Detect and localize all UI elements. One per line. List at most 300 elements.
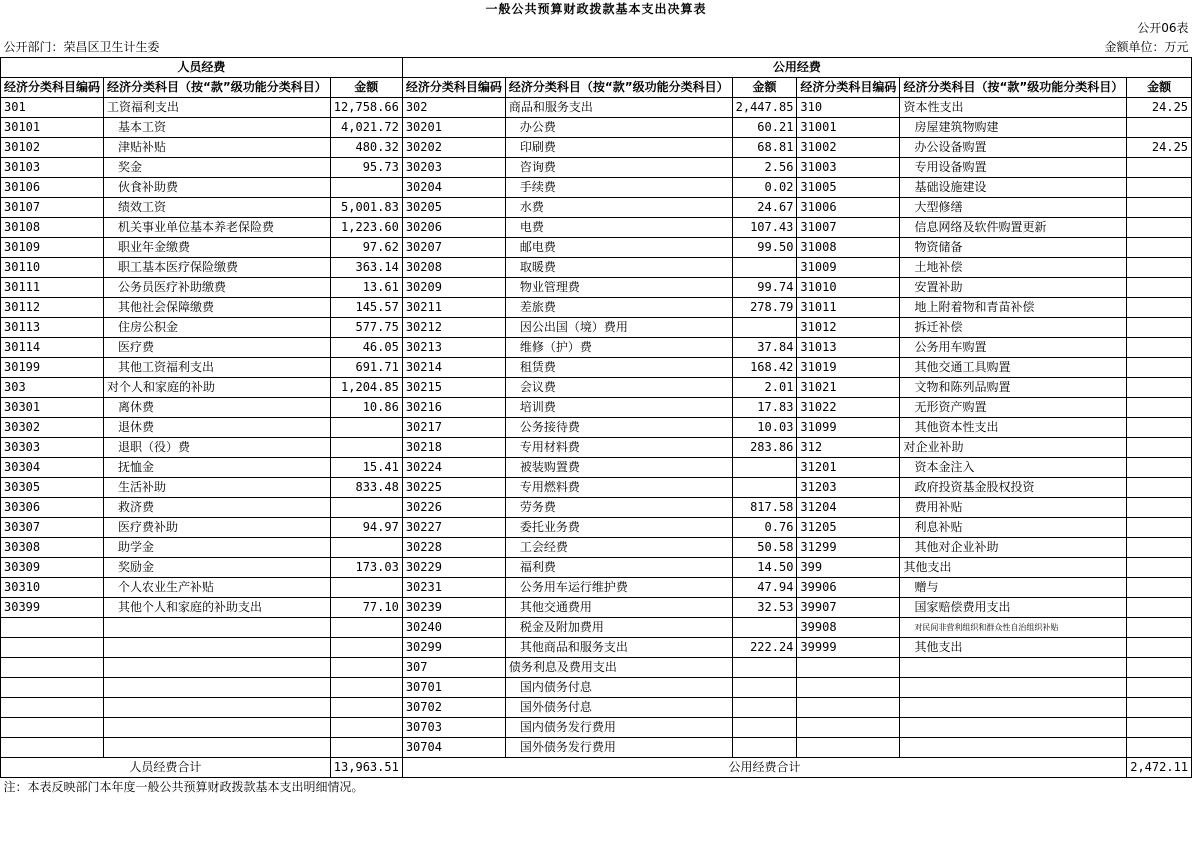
budget-code-cell: 30240 xyxy=(402,618,505,638)
budget-item-cell: 电费 xyxy=(505,218,732,238)
budget-item-cell: 生活补助 xyxy=(104,478,331,498)
budget-item-cell: 其他交通费用 xyxy=(505,598,732,618)
budget-item-cell: 福利费 xyxy=(505,558,732,578)
table-row xyxy=(1,138,1192,158)
amount-cell: 2.56 xyxy=(732,158,797,178)
budget-item-cell: 水费 xyxy=(505,198,732,218)
table-row xyxy=(1,258,1192,278)
table-row xyxy=(1,538,1192,558)
amount-cell xyxy=(1127,238,1192,258)
budget-item-cell: 其他支出 xyxy=(900,638,1127,658)
budget-item-cell: 公务用车购置 xyxy=(900,338,1127,358)
budget-item-cell: 抚恤金 xyxy=(104,458,331,478)
budget-item-cell: 安置补助 xyxy=(900,278,1127,298)
amount-cell xyxy=(1127,478,1192,498)
budget-item-cell: 专用燃料费 xyxy=(505,478,732,498)
amount-cell: 480.32 xyxy=(330,138,402,158)
amount-cell: 37.84 xyxy=(732,338,797,358)
budget-item-cell xyxy=(900,678,1127,698)
amount-cell: 1,223.60 xyxy=(330,218,402,238)
table-row xyxy=(1,638,1192,658)
public-total-label: 公用经费合计 xyxy=(402,758,1126,778)
budget-item-cell: 津贴补贴 xyxy=(104,138,331,158)
budget-item-cell: 机关事业单位基本养老保险费 xyxy=(104,218,331,238)
budget-code-cell: 303 xyxy=(1,378,104,398)
amount-cell xyxy=(1127,498,1192,518)
amount-cell xyxy=(1127,598,1192,618)
budget-code-cell: 30114 xyxy=(1,338,104,358)
budget-code-cell: 30205 xyxy=(402,198,505,218)
budget-item-cell: 邮电费 xyxy=(505,238,732,258)
budget-code-cell: 30199 xyxy=(1,358,104,378)
amount-cell: 24.25 xyxy=(1127,98,1192,118)
amount-cell: 50.58 xyxy=(732,538,797,558)
amount-cell: 99.74 xyxy=(732,278,797,298)
amount-cell xyxy=(1127,378,1192,398)
amount-cell xyxy=(1127,278,1192,298)
table-row xyxy=(1,598,1192,618)
amount-cell: 5,001.83 xyxy=(330,198,402,218)
amount-cell xyxy=(330,538,402,558)
budget-item-cell: 取暖费 xyxy=(505,258,732,278)
budget-code-cell: 31022 xyxy=(797,398,900,418)
amount-cell xyxy=(1127,218,1192,238)
budget-code-cell: 30310 xyxy=(1,578,104,598)
budget-item-cell: 因公出国（境）费用 xyxy=(505,318,732,338)
form-number: 公开06表 xyxy=(1137,21,1189,35)
amount-cell xyxy=(1127,258,1192,278)
amount-cell xyxy=(330,178,402,198)
budget-code-cell: 30217 xyxy=(402,418,505,438)
budget-code-cell: 307 xyxy=(402,658,505,678)
budget-item-cell: 国外债务付息 xyxy=(505,698,732,718)
table-row xyxy=(1,338,1192,358)
amount-cell xyxy=(1127,198,1192,218)
budget-code-cell: 30107 xyxy=(1,198,104,218)
budget-item-cell: 公务员医疗补助缴费 xyxy=(104,278,331,298)
amount-cell xyxy=(330,438,402,458)
budget-item-cell xyxy=(104,678,331,698)
budget-item-cell xyxy=(104,738,331,758)
amount-cell xyxy=(732,718,797,738)
budget-code-cell xyxy=(797,658,900,678)
budget-code-cell: 30110 xyxy=(1,258,104,278)
budget-item-cell: 其他对企业补助 xyxy=(900,538,1127,558)
budget-item-cell: 无形资产购置 xyxy=(900,398,1127,418)
budget-code-cell: 31299 xyxy=(797,538,900,558)
budget-item-cell: 商品和服务支出 xyxy=(505,98,732,118)
budget-code-cell: 30218 xyxy=(402,438,505,458)
budget-item-cell: 其他资本性支出 xyxy=(900,418,1127,438)
budget-code-cell: 39906 xyxy=(797,578,900,598)
amount-cell xyxy=(1127,158,1192,178)
budget-code-cell: 30112 xyxy=(1,298,104,318)
budget-item-cell: 政府投资基金股权投资 xyxy=(900,478,1127,498)
amount-cell xyxy=(1127,518,1192,538)
table-row xyxy=(1,98,1192,118)
budget-item-cell: 退休费 xyxy=(104,418,331,438)
table-row xyxy=(1,498,1192,518)
budget-item-cell: 房屋建筑物购建 xyxy=(900,118,1127,138)
amount-cell: 14.50 xyxy=(732,558,797,578)
budget-code-cell: 39908 xyxy=(797,618,900,638)
table-row xyxy=(1,698,1192,718)
amount-cell: 10.86 xyxy=(330,398,402,418)
budget-code-cell: 30307 xyxy=(1,518,104,538)
budget-code-cell: 30226 xyxy=(402,498,505,518)
budget-code-cell: 31204 xyxy=(797,498,900,518)
budget-item-cell: 地上附着物和青苗补偿 xyxy=(900,298,1127,318)
budget-code-cell: 30109 xyxy=(1,238,104,258)
budget-item-cell: 税金及附加费用 xyxy=(505,618,732,638)
budget-code-cell: 302 xyxy=(402,98,505,118)
budget-item-cell: 其他个人和家庭的补助支出 xyxy=(104,598,331,618)
amount-cell: 2.01 xyxy=(732,378,797,398)
amount-cell: 0.76 xyxy=(732,518,797,538)
amount-cell xyxy=(1127,338,1192,358)
amount-cell: 107.43 xyxy=(732,218,797,238)
table-row xyxy=(1,458,1192,478)
budget-item-cell xyxy=(104,718,331,738)
budget-code-cell: 30214 xyxy=(402,358,505,378)
budget-code-cell: 30211 xyxy=(402,298,505,318)
budget-item-cell: 退职（役）费 xyxy=(104,438,331,458)
budget-code-cell: 31001 xyxy=(797,118,900,138)
budget-item-cell: 基础设施建设 xyxy=(900,178,1127,198)
table-row xyxy=(1,578,1192,598)
budget-code-cell: 31009 xyxy=(797,258,900,278)
budget-item-cell: 医疗费补助 xyxy=(104,518,331,538)
budget-code-cell: 30202 xyxy=(402,138,505,158)
budget-item-cell: 其他交通工具购置 xyxy=(900,358,1127,378)
amount-cell: 168.42 xyxy=(732,358,797,378)
budget-code-cell: 30703 xyxy=(402,718,505,738)
amount-cell xyxy=(732,458,797,478)
amount-cell xyxy=(330,498,402,518)
budget-code-cell: 31203 xyxy=(797,478,900,498)
budget-code-cell: 31099 xyxy=(797,418,900,438)
budget-code-cell: 310 xyxy=(797,98,900,118)
amount-cell xyxy=(330,698,402,718)
budget-code-cell: 31008 xyxy=(797,238,900,258)
amount-cell xyxy=(1127,398,1192,418)
amount-cell xyxy=(330,578,402,598)
budget-item-cell: 办公费 xyxy=(505,118,732,138)
public-total-amount: 2,472.11 xyxy=(1127,758,1192,778)
budget-code-cell xyxy=(1,618,104,638)
budget-item-cell: 对企业补助 xyxy=(900,438,1127,458)
budget-item-cell xyxy=(900,738,1127,758)
budget-code-cell: 30301 xyxy=(1,398,104,418)
col-header-name: 经济分类科目（按“款”级功能分类科目） xyxy=(104,78,331,98)
budget-item-cell: 国家赔偿费用支出 xyxy=(900,598,1127,618)
budget-code-cell xyxy=(797,698,900,718)
table-row xyxy=(1,158,1192,178)
budget-item-cell: 债务利息及费用支出 xyxy=(505,658,732,678)
public-group-header: 公用经费 xyxy=(402,58,1191,78)
col-header-code: 经济分类科目编码 xyxy=(1,78,104,98)
table-row xyxy=(1,118,1192,138)
budget-item-cell: 资本性支出 xyxy=(900,98,1127,118)
budget-item-cell: 伙食补助费 xyxy=(104,178,331,198)
budget-item-cell xyxy=(900,698,1127,718)
table-row xyxy=(1,318,1192,338)
amount-cell xyxy=(732,678,797,698)
amount-cell xyxy=(732,618,797,638)
col-header-name: 经济分类科目（按“款”级功能分类科目） xyxy=(505,78,732,98)
budget-code-cell: 30225 xyxy=(402,478,505,498)
budget-item-cell: 办公设备购置 xyxy=(900,138,1127,158)
amount-cell: 17.83 xyxy=(732,398,797,418)
budget-item-cell: 会议费 xyxy=(505,378,732,398)
budget-code-cell: 31013 xyxy=(797,338,900,358)
budget-item-cell: 劳务费 xyxy=(505,498,732,518)
budget-item-cell: 职业年金缴费 xyxy=(104,238,331,258)
amount-cell: 95.73 xyxy=(330,158,402,178)
table-row xyxy=(1,298,1192,318)
budget-item-cell: 大型修缮 xyxy=(900,198,1127,218)
budget-code-cell: 30229 xyxy=(402,558,505,578)
budget-code-cell xyxy=(1,698,104,718)
budget-item-cell: 救济费 xyxy=(104,498,331,518)
budget-code-cell: 31002 xyxy=(797,138,900,158)
budget-code-cell: 30701 xyxy=(402,678,505,698)
budget-code-cell: 30399 xyxy=(1,598,104,618)
table-row xyxy=(1,278,1192,298)
amount-cell xyxy=(732,738,797,758)
page-title: 一般公共预算财政拨款基本支出决算表 xyxy=(485,2,707,16)
budget-code-cell: 30206 xyxy=(402,218,505,238)
amount-cell: 68.81 xyxy=(732,138,797,158)
budget-item-cell: 物资储备 xyxy=(900,238,1127,258)
budget-code-cell: 30305 xyxy=(1,478,104,498)
budget-code-cell: 31201 xyxy=(797,458,900,478)
budget-code-cell: 30212 xyxy=(402,318,505,338)
table-row xyxy=(1,418,1192,438)
col-header-amount: 金额 xyxy=(1127,78,1192,98)
budget-item-cell: 培训费 xyxy=(505,398,732,418)
budget-item-cell: 其他支出 xyxy=(900,558,1127,578)
amount-cell xyxy=(330,658,402,678)
amount-cell: 691.71 xyxy=(330,358,402,378)
budget-item-cell: 其他社会保障缴费 xyxy=(104,298,331,318)
amount-cell xyxy=(330,738,402,758)
col-header-amount: 金额 xyxy=(732,78,797,98)
amount-cell: 94.97 xyxy=(330,518,402,538)
budget-code-cell: 30299 xyxy=(402,638,505,658)
personnel-group-header: 人员经费 xyxy=(1,58,403,78)
amount-cell: 46.05 xyxy=(330,338,402,358)
budget-item-cell xyxy=(104,618,331,638)
amount-cell xyxy=(330,638,402,658)
unit-label: 金额单位：万元 xyxy=(1104,40,1189,54)
budget-code-cell: 31011 xyxy=(797,298,900,318)
amount-cell: 278.79 xyxy=(732,298,797,318)
budget-item-cell: 手续费 xyxy=(505,178,732,198)
col-header-amount: 金额 xyxy=(330,78,402,98)
budget-code-cell: 30111 xyxy=(1,278,104,298)
budget-item-cell: 奖励金 xyxy=(104,558,331,578)
budget-code-cell: 30201 xyxy=(402,118,505,138)
budget-item-cell: 物业管理费 xyxy=(505,278,732,298)
amount-cell xyxy=(1127,738,1192,758)
budget-item-cell: 对民间非营利组织和群众性自治组织补贴 xyxy=(900,618,1127,638)
amount-cell: 222.24 xyxy=(732,638,797,658)
budget-item-cell: 国外债务发行费用 xyxy=(505,738,732,758)
budget-code-cell: 301 xyxy=(1,98,104,118)
budget-item-cell: 其他商品和服务支出 xyxy=(505,638,732,658)
table-row xyxy=(1,558,1192,578)
table-row xyxy=(1,438,1192,458)
amount-cell xyxy=(1127,718,1192,738)
budget-code-cell: 31205 xyxy=(797,518,900,538)
amount-cell: 32.53 xyxy=(732,598,797,618)
budget-item-cell: 助学金 xyxy=(104,538,331,558)
budget-item-cell xyxy=(104,638,331,658)
amount-cell: 99.50 xyxy=(732,238,797,258)
table-row xyxy=(1,738,1192,758)
table-row xyxy=(1,218,1192,238)
amount-cell xyxy=(1127,658,1192,678)
budget-item-cell: 对个人和家庭的补助 xyxy=(104,378,331,398)
budget-code-cell: 30228 xyxy=(402,538,505,558)
budget-code-cell: 30303 xyxy=(1,438,104,458)
amount-cell xyxy=(1127,638,1192,658)
amount-cell xyxy=(1127,458,1192,478)
budget-code-cell xyxy=(1,638,104,658)
amount-cell xyxy=(732,478,797,498)
budget-item-cell: 拆迁补偿 xyxy=(900,318,1127,338)
table-row xyxy=(1,378,1192,398)
amount-cell xyxy=(732,318,797,338)
amount-cell xyxy=(1127,678,1192,698)
budget-code-cell: 30215 xyxy=(402,378,505,398)
budget-code-cell: 30304 xyxy=(1,458,104,478)
amount-cell: 24.67 xyxy=(732,198,797,218)
budget-item-cell: 住房公积金 xyxy=(104,318,331,338)
budget-item-cell: 差旅费 xyxy=(505,298,732,318)
budget-code-cell: 399 xyxy=(797,558,900,578)
budget-item-cell: 资本金注入 xyxy=(900,458,1127,478)
amount-cell: 1,204.85 xyxy=(330,378,402,398)
amount-cell: 15.41 xyxy=(330,458,402,478)
budget-code-cell: 30103 xyxy=(1,158,104,178)
amount-cell xyxy=(732,698,797,718)
table-row xyxy=(1,238,1192,258)
amount-cell: 173.03 xyxy=(330,558,402,578)
budget-item-cell: 工资福利支出 xyxy=(104,98,331,118)
budget-code-cell xyxy=(1,658,104,678)
budget-code-cell: 31012 xyxy=(797,318,900,338)
table-row xyxy=(1,198,1192,218)
amount-cell: 4,021.72 xyxy=(330,118,402,138)
amount-cell xyxy=(1127,118,1192,138)
budget-code-cell: 30207 xyxy=(402,238,505,258)
budget-code-cell xyxy=(797,718,900,738)
amount-cell xyxy=(330,418,402,438)
amount-cell xyxy=(1127,538,1192,558)
budget-item-cell xyxy=(900,718,1127,738)
budget-code-cell: 31021 xyxy=(797,378,900,398)
amount-cell: 577.75 xyxy=(330,318,402,338)
budget-code-cell: 30213 xyxy=(402,338,505,358)
col-header-code: 经济分类科目编码 xyxy=(402,78,505,98)
budget-code-cell: 30224 xyxy=(402,458,505,478)
budget-item-cell: 被装购置费 xyxy=(505,458,732,478)
budget-code-cell xyxy=(1,678,104,698)
amount-cell xyxy=(1127,298,1192,318)
budget-item-cell: 公务用车运行维护费 xyxy=(505,578,732,598)
budget-code-cell: 30239 xyxy=(402,598,505,618)
budget-code-cell: 31003 xyxy=(797,158,900,178)
budget-item-cell: 维修（护）费 xyxy=(505,338,732,358)
budget-item-cell: 专用设备购置 xyxy=(900,158,1127,178)
amount-cell: 833.48 xyxy=(330,478,402,498)
table-row xyxy=(1,718,1192,738)
col-header-name: 经济分类科目（按“款”级功能分类科目） xyxy=(900,78,1127,98)
budget-code-cell xyxy=(1,738,104,758)
amount-cell xyxy=(1127,418,1192,438)
amount-cell: 97.62 xyxy=(330,238,402,258)
budget-code-cell: 30106 xyxy=(1,178,104,198)
budget-item-cell: 租赁费 xyxy=(505,358,732,378)
amount-cell xyxy=(1127,358,1192,378)
budget-item-cell xyxy=(104,698,331,718)
amount-cell: 145.57 xyxy=(330,298,402,318)
amount-cell: 283.86 xyxy=(732,438,797,458)
budget-item-cell: 奖金 xyxy=(104,158,331,178)
budget-item-cell: 信息网络及软件购置更新 xyxy=(900,218,1127,238)
budget-code-cell: 312 xyxy=(797,438,900,458)
col-header-code: 经济分类科目编码 xyxy=(797,78,900,98)
budget-item-cell: 咨询费 xyxy=(505,158,732,178)
budget-item-cell: 印刷费 xyxy=(505,138,732,158)
amount-cell: 10.03 xyxy=(732,418,797,438)
amount-cell: 2,447.85 xyxy=(732,98,797,118)
budget-code-cell: 31005 xyxy=(797,178,900,198)
budget-item-cell: 费用补贴 xyxy=(900,498,1127,518)
department-label: 公开部门：荣昌区卫生计生委 xyxy=(3,40,160,54)
budget-code-cell: 30306 xyxy=(1,498,104,518)
budget-code-cell: 30302 xyxy=(1,418,104,438)
budget-item-cell: 国内债务发行费用 xyxy=(505,718,732,738)
personnel-total-label: 人员经费合计 xyxy=(1,758,331,778)
budget-item-cell: 土地补偿 xyxy=(900,258,1127,278)
amount-cell xyxy=(1127,438,1192,458)
budget-code-cell: 30216 xyxy=(402,398,505,418)
budget-item-cell: 医疗费 xyxy=(104,338,331,358)
budget-code-cell xyxy=(797,678,900,698)
budget-code-cell: 31007 xyxy=(797,218,900,238)
budget-code-cell: 30203 xyxy=(402,158,505,178)
budget-item-cell: 基本工资 xyxy=(104,118,331,138)
budget-code-cell: 30209 xyxy=(402,278,505,298)
budget-item-cell: 利息补贴 xyxy=(900,518,1127,538)
budget-code-cell xyxy=(797,738,900,758)
amount-cell: 0.02 xyxy=(732,178,797,198)
budget-item-cell xyxy=(104,658,331,678)
budget-code-cell: 30702 xyxy=(402,698,505,718)
table-row xyxy=(1,478,1192,498)
amount-cell: 363.14 xyxy=(330,258,402,278)
amount-cell xyxy=(330,718,402,738)
amount-cell: 817.58 xyxy=(732,498,797,518)
personnel-total-amount: 13,963.51 xyxy=(330,758,402,778)
budget-item-cell xyxy=(900,658,1127,678)
amount-cell: 47.94 xyxy=(732,578,797,598)
footnote: 注：本表反映部门本年度一般公共预算财政拨款基本支出明细情况。 xyxy=(3,780,364,794)
amount-cell: 60.21 xyxy=(732,118,797,138)
